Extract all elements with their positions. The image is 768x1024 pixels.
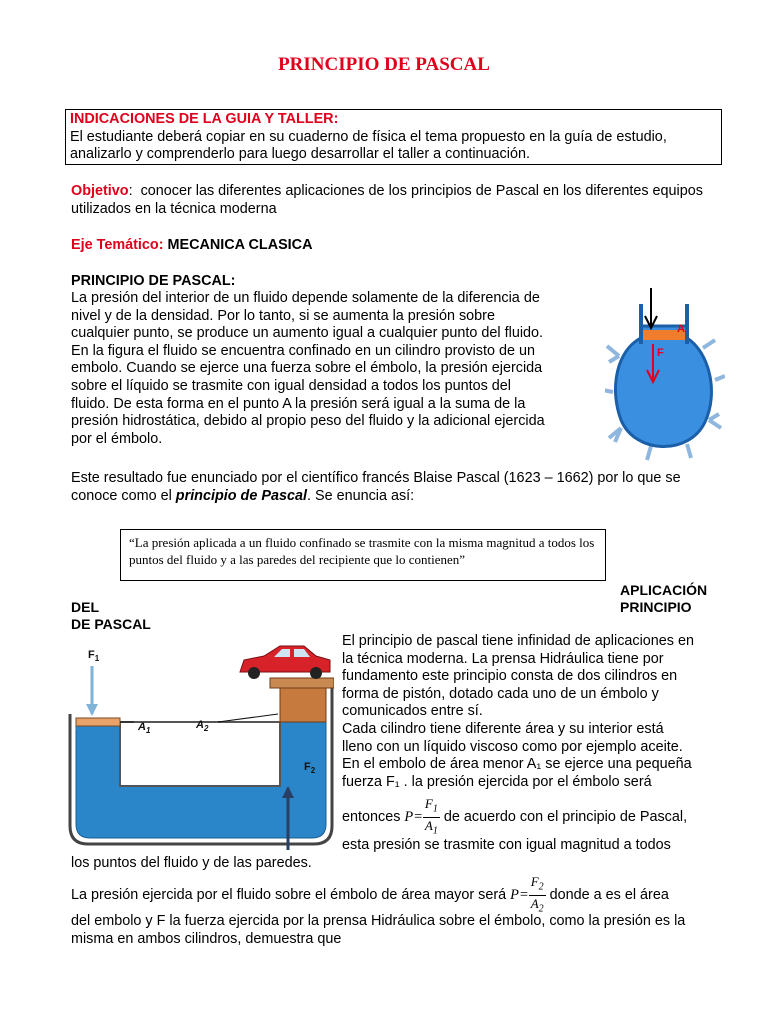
- cylinder-wall-right: [685, 304, 689, 344]
- principle-line: embolo. Cuando se ejerce una fuerza sobre el émbolo, la presión ejercida: [71, 360, 543, 377]
- result-text-a: conoce como el: [71, 487, 176, 504]
- application-heading-word: APLICACIÓN: [620, 582, 708, 598]
- fraction-f1-a1: [423, 796, 440, 838]
- topic-label: Eje Temático:: [71, 237, 164, 253]
- small-piston: [76, 718, 120, 726]
- closing-line: del embolo y F la fuerza ejercida por la prensa Hidráulica sobre el émbolo, como la presión es la: [71, 913, 686, 929]
- fraction-numerator-sub: 1: [432, 803, 438, 815]
- area-a1-label: $A_1$: [138, 721, 151, 735]
- large-piston: [280, 686, 326, 722]
- force-f2-label: $F_2$: [304, 761, 316, 775]
- topic-value: MECANICA CLASICA: [167, 237, 313, 253]
- page-title: PRINCIPIO DE PASCAL: [278, 54, 490, 75]
- objective-colon: :: [128, 183, 133, 199]
- equation-line-2: [71, 874, 669, 916]
- principle-line: fluido. De esta forma en el punto A la presión será igual a la suma de la: [71, 395, 526, 412]
- equation-pre-text: entonces: [342, 808, 405, 825]
- cylinder-wall-left: [639, 304, 643, 344]
- pascal-vessel-figure: [605, 288, 725, 468]
- principle-paragraph: [71, 290, 545, 448]
- closing-paragraph: [71, 913, 685, 948]
- fraction-denominator-sub: 2: [538, 903, 544, 915]
- fraction-denominator: A: [424, 817, 433, 833]
- application-line: comunicados entre sí.: [342, 703, 483, 720]
- equation-post-text: donde a es el área: [545, 886, 669, 903]
- application-line: fuerza F₁ . la presión ejercida por el émbolo será: [342, 773, 652, 790]
- objective-text: conocer las diferentes aplicaciones de los principios de Pascal en los diferentes equipos utilizados en la técnica moderna: [71, 183, 703, 217]
- principle-line: En la figura el fluido se encuentra confinado en un cilindro provisto de un: [71, 342, 535, 359]
- equation-line-1-continued: esta presión se trasmite con igual magnitud a todos: [342, 837, 671, 853]
- application-line: la técnica moderna. La prensa Hidráulica tiene por: [342, 650, 664, 667]
- pascal-quote-box: “La presión aplicada a un fluido confinado se trasmite con la misma magnitud a todos los puntos del fluido y a las paredes del recipiente que lo contienen”: [120, 529, 606, 581]
- result-text-emphasis: principio de Pascal: [175, 487, 307, 504]
- result-line-1: Este resultado fue enunciado por el científico francés Blaise Pascal (1623 – 1662) por lo que se: [71, 470, 681, 486]
- result-line-2: [71, 488, 681, 506]
- force-f-label: F: [657, 347, 664, 359]
- objective-label: Objetivo: [71, 183, 129, 199]
- equation-lhs: P=: [404, 808, 423, 825]
- instructions-box: [65, 109, 722, 165]
- instructions-heading: INDICACIONES DE LA GUIA Y TALLER:: [70, 111, 339, 127]
- application-line: fundamento este principio consta de dos cilindros en: [342, 668, 678, 685]
- principle-line: cualquier punto, se produce un aumento igual a cualquier punto del fluido.: [71, 325, 544, 342]
- application-heading-left: [71, 599, 151, 633]
- principle-line: La presión del interior de un fluido depende solamente de la diferencia de: [71, 290, 540, 306]
- point-a-label: A: [677, 323, 685, 335]
- fraction-numerator-sub: 2: [538, 881, 544, 893]
- principle-line: sobre el líquido se trasmite con igual densidad a todos los puntos del: [71, 377, 511, 394]
- application-line: forma de pistón, dotado cada uno de un émbolo y: [342, 685, 659, 702]
- instructions-text: El estudiante deberá copiar en su cuaderno de física el tema propuesto en la guía de estudio, analizarlo y comprenderlo para luego desarrollar el taller a continuación.: [70, 128, 667, 163]
- area-a2-label: $A_2$: [196, 719, 209, 733]
- objective-paragraph: [71, 183, 711, 218]
- application-line: lleno con un líquido viscoso como por ejemplo aceite.: [342, 738, 683, 755]
- principle-line: nivel y de la densidad. Por lo tanto, si se aumenta la presión sobre: [71, 307, 495, 324]
- principle-line: presión hidrostática, debido al propio peso del fluido y la adicional ejercida: [71, 413, 545, 430]
- section-heading-principle: PRINCIPIO DE PASCAL:: [71, 273, 236, 289]
- body-line: los puntos del fluido y de las paredes.: [71, 855, 312, 871]
- equation-pre-text: La presión ejercida por el fluido sobre el émbolo de área mayor será: [71, 886, 511, 903]
- application-line: Cada cilindro tiene diferente área y su interior está: [342, 720, 664, 737]
- closing-line: misma en ambos cilindros, demuestra que: [71, 930, 342, 947]
- topic-line: [71, 237, 312, 255]
- application-line: En el embolo de área menor A₁ se ejerce una pequeña: [342, 756, 692, 773]
- force-f1-label: $F_1$: [88, 649, 100, 663]
- result-text-c: . Se enuncia así:: [306, 487, 415, 504]
- equation-post-text: de acuerdo con el principio de Pascal,: [439, 808, 688, 825]
- fraction-f2-a2: [529, 874, 546, 916]
- equation-line-1: [342, 796, 687, 838]
- application-heading-word: DEL: [71, 599, 99, 615]
- application-paragraph: [342, 633, 694, 791]
- application-line: El principio de pascal tiene infinidad de aplicaciones en: [342, 633, 695, 649]
- equation-lhs: P=: [510, 886, 529, 903]
- fraction-numerator: F: [424, 796, 433, 811]
- fraction-denominator-sub: 1: [432, 825, 438, 837]
- application-heading-word: PRINCIPIO: [620, 599, 692, 615]
- result-paragraph: [71, 470, 681, 505]
- principle-line: por el émbolo.: [71, 430, 163, 447]
- fraction-denominator: A: [530, 895, 539, 911]
- application-heading-word: DE PASCAL: [71, 616, 151, 632]
- hydraulic-press-figure: [68, 638, 334, 856]
- fraction-numerator: F: [530, 874, 539, 889]
- application-heading-right: [620, 582, 707, 616]
- press-platform: [270, 678, 334, 688]
- car-icon: [240, 646, 330, 679]
